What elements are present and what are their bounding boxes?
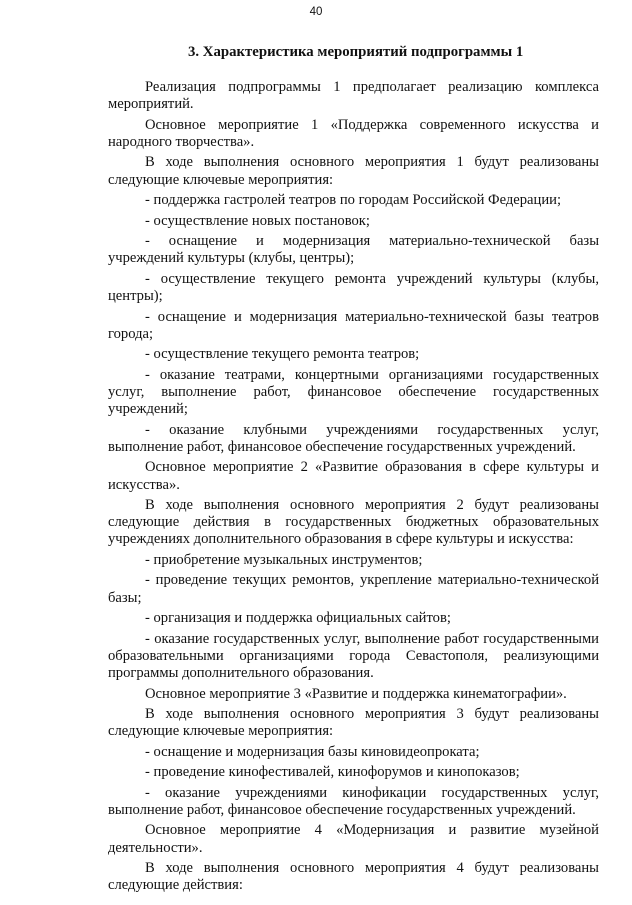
paragraph: - осуществление новых постановок; [145,212,370,229]
paragraph: - приобретение музыкальных инструментов; [145,551,423,568]
page-number: 40 [309,6,323,18]
section-heading: 3. Характеристика мероприятий подпрограммы 1 [188,44,524,60]
paragraph: - оказание театрами, концертными организациями государственных услуг, выполнение работ, финансовое обеспечение государственных учреждений; [108,366,599,418]
paragraph: - оснащение и модернизация материально-технической базы учреждений культуры (клубы, центры); [108,233,599,267]
paragraph: Основное мероприятие 3 «Развитие и поддержка кинематографии». [145,685,567,702]
paragraph: - поддержка гастролей театров по городам Российской Федерации; [145,192,562,209]
paragraph: - оснащение и модернизация базы киновидеопроката; [145,743,480,760]
paragraph: - организация и поддержка официальных сайтов; [145,610,451,627]
paragraph: - оказание клубными учреждениями государственных услуг, выполнение работ, финансовое обеспечение государственных учреждений. [108,421,599,455]
paragraph: В ходе выполнения основного мероприятия 3 будут реализованы следующие ключевые мероприятия: [108,706,599,740]
paragraph: - осуществление текущего ремонта учреждений культуры (клубы, центры); [108,270,599,305]
paragraph: - оснащение и модернизация материально-технической базы театров города; [108,308,599,342]
paragraph: - оказание учреждениями кинофикации государственных услуг, выполнение работ, финансовое обеспечение государственных учреждений. [108,784,599,818]
paragraph: Основное мероприятие 2 «Развитие образования в сфере культуры и искусства». [108,459,599,493]
paragraph: - проведение кинофестивалей, кинофорумов и кинопоказов; [145,764,520,781]
paragraph: В ходе выполнения основного мероприятия 4 будут реализованы следующие действия: [108,860,599,894]
paragraph: Основное мероприятие 1 «Поддержка современного искусства и народного творчества». [108,116,599,150]
paragraph: - оказание государственных услуг, выполнение работ государственными образовательными организациями города Севастополя, реализующими программы дополнительного образования. [108,630,599,682]
paragraph: - проведение текущих ремонтов, укрепление материально-технической базы; [108,572,599,606]
paragraph: Основное мероприятие 4 «Модернизация и развитие музейной деятельности». [108,822,599,856]
paragraph: В ходе выполнения основного мероприятия 1 будут реализованы следующие ключевые мероприятия: [108,154,599,188]
document-body [108,79,599,898]
paragraph: Реализация подпрограммы 1 предполагает реализацию комплекса мероприятий. [108,79,599,113]
paragraph: - осуществление текущего ремонта театров; [145,346,420,363]
paragraph: В ходе выполнения основного мероприятия 2 будут реализованы следующие действия в государственных бюджетных образовательных учреждениях дополнительного образования в сфере культуры и искусства: [108,497,599,548]
